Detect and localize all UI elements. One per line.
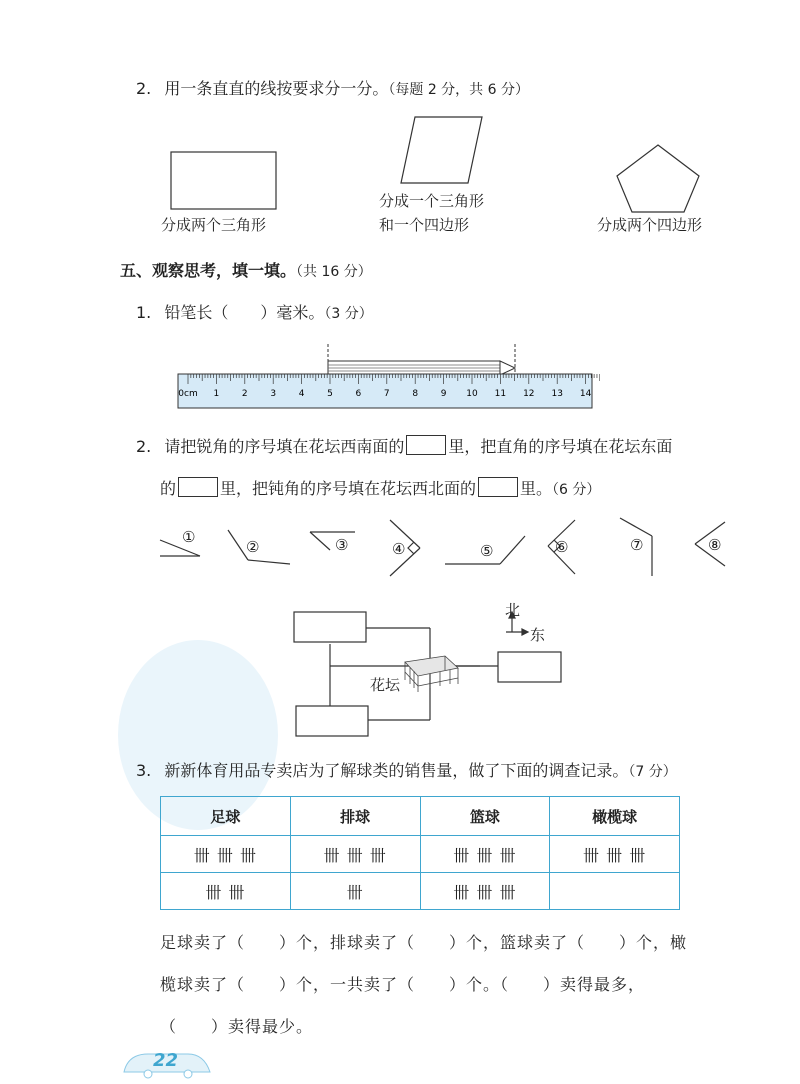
- question-text: 用一条直直的线按要求分一分。: [164, 79, 389, 98]
- tally-volleyball-1: 卌 卌 卌: [290, 836, 420, 873]
- question-text-cont: 里，把钝角的序号填在花坛西北面的: [220, 479, 477, 498]
- ruler-with-pencil: [170, 340, 600, 420]
- angle-label-1: ①: [182, 528, 196, 546]
- ruler-label: 9: [440, 389, 447, 399]
- table-row: [161, 836, 680, 873]
- angle-label-4: ④: [392, 540, 406, 558]
- angle-label-5: ⑤: [480, 542, 494, 560]
- question-text: 请把锐角的序号填在花坛西南面的: [164, 437, 405, 456]
- question-text-cont: 里，把直角的序号填在花坛东面: [448, 437, 673, 456]
- answer-line-1: 足球卖了（ ）个，排球卖了（ ）个，篮球卖了（ ）个，橄: [160, 933, 688, 952]
- question-text: 新新体育用品专卖店为了解球类的销售量，做了下面的调查记录。: [164, 761, 629, 780]
- angle-label-2: ②: [246, 538, 260, 556]
- compass-north-label: 北: [505, 601, 521, 619]
- ruler-label: 13: [551, 389, 563, 399]
- ruler-label: 4: [298, 389, 305, 399]
- tally-basketball-1: 卌 卌 卌: [420, 836, 550, 873]
- tally-football-2: 卌 卌: [161, 873, 291, 910]
- ruler-label: 14: [579, 389, 592, 399]
- question-text: 的: [160, 479, 177, 498]
- tally-rugby-1: 卌 卌 卌: [550, 836, 680, 873]
- header-basketball: 篮球: [420, 797, 550, 836]
- question-number: 3.: [136, 761, 152, 780]
- question-5-2-line2: [160, 476, 600, 499]
- ruler-label: 8: [412, 389, 419, 399]
- tally-football-1: 卌 卌 卌: [161, 836, 291, 873]
- caption-parallelogram-2: 和一个四边形: [379, 216, 470, 234]
- tally-rugby-2: [550, 873, 680, 910]
- ruler-label: 7: [383, 389, 390, 399]
- answer-box-southwest[interactable]: [406, 435, 446, 455]
- header-football: 足球: [161, 797, 291, 836]
- tally-volleyball-2: 卌: [290, 873, 420, 910]
- section-note: （共 16 分）: [296, 264, 372, 280]
- map-box-east: [498, 652, 561, 682]
- garden-map: [280, 600, 580, 740]
- question-number: 2.: [136, 437, 152, 456]
- answer-line-3: （ ）卖得最少。: [160, 1017, 314, 1036]
- section-title: 五、观察思考，填一填。: [120, 261, 297, 280]
- parallelogram-shape: [401, 117, 482, 183]
- tally-basketball-2: 卌 卌 卌: [420, 873, 550, 910]
- question-number: 1.: [136, 303, 152, 322]
- header-rugby: 橄榄球: [550, 797, 680, 836]
- page-number: 22: [153, 1050, 179, 1071]
- caption-pentagon: 分成两个四边形: [597, 216, 703, 234]
- question-5-3: [136, 758, 677, 781]
- ruler-label: 12: [523, 389, 535, 399]
- angle-label-6: ⑥: [555, 538, 569, 556]
- question-5-2-line1: [136, 434, 672, 457]
- score-note: （3 分）: [324, 306, 373, 322]
- question-text: 铅笔长（ ）毫米。: [164, 303, 325, 322]
- caption-rectangle: 分成两个三角形: [161, 216, 267, 234]
- score-note: （6 分）: [552, 482, 601, 498]
- angle-label-7: ⑦: [630, 536, 644, 554]
- answer-box-northwest[interactable]: [478, 477, 518, 497]
- tally-table: [160, 796, 680, 910]
- score-note: （每题 2 分，共 6 分）: [388, 82, 529, 98]
- ruler-label: 2: [241, 389, 248, 399]
- ruler-label: 11: [494, 389, 507, 399]
- pentagon-shape: [617, 145, 699, 212]
- pencil-icon: [328, 361, 515, 375]
- ruler-label: 6: [355, 389, 362, 399]
- map-box-southwest: [296, 706, 368, 736]
- ruler-label: 1: [213, 389, 220, 399]
- question-text-end: 里。: [520, 479, 553, 498]
- map-box-northwest: [294, 612, 366, 642]
- angle-label-3: ③: [335, 536, 349, 554]
- answer-line-2: 榄球卖了（ ）个，一共卖了（ ）个。（ ）卖得最多，: [160, 975, 646, 994]
- flower-garden-icon: [405, 656, 458, 692]
- rectangle-shape: [171, 152, 276, 209]
- ruler-label: 5: [327, 389, 333, 399]
- question-5-1: [136, 300, 373, 323]
- compass-east-label: 东: [530, 626, 546, 644]
- table-header-row: [161, 797, 680, 836]
- table-row: [161, 873, 680, 910]
- garden-label: 花坛: [370, 676, 401, 694]
- angle-label-8: ⑧: [708, 536, 722, 554]
- answer-box-east[interactable]: [178, 477, 218, 497]
- ruler-label: 10: [466, 389, 478, 399]
- caption-parallelogram-1: 分成一个三角形: [379, 192, 485, 210]
- question-number: 2.: [136, 79, 152, 98]
- score-note: （7 分）: [628, 764, 677, 780]
- section-5-title: [120, 258, 372, 281]
- ruler-label: 3: [270, 389, 277, 399]
- ruler-label: 0cm: [178, 389, 198, 399]
- header-volleyball: 排球: [290, 797, 420, 836]
